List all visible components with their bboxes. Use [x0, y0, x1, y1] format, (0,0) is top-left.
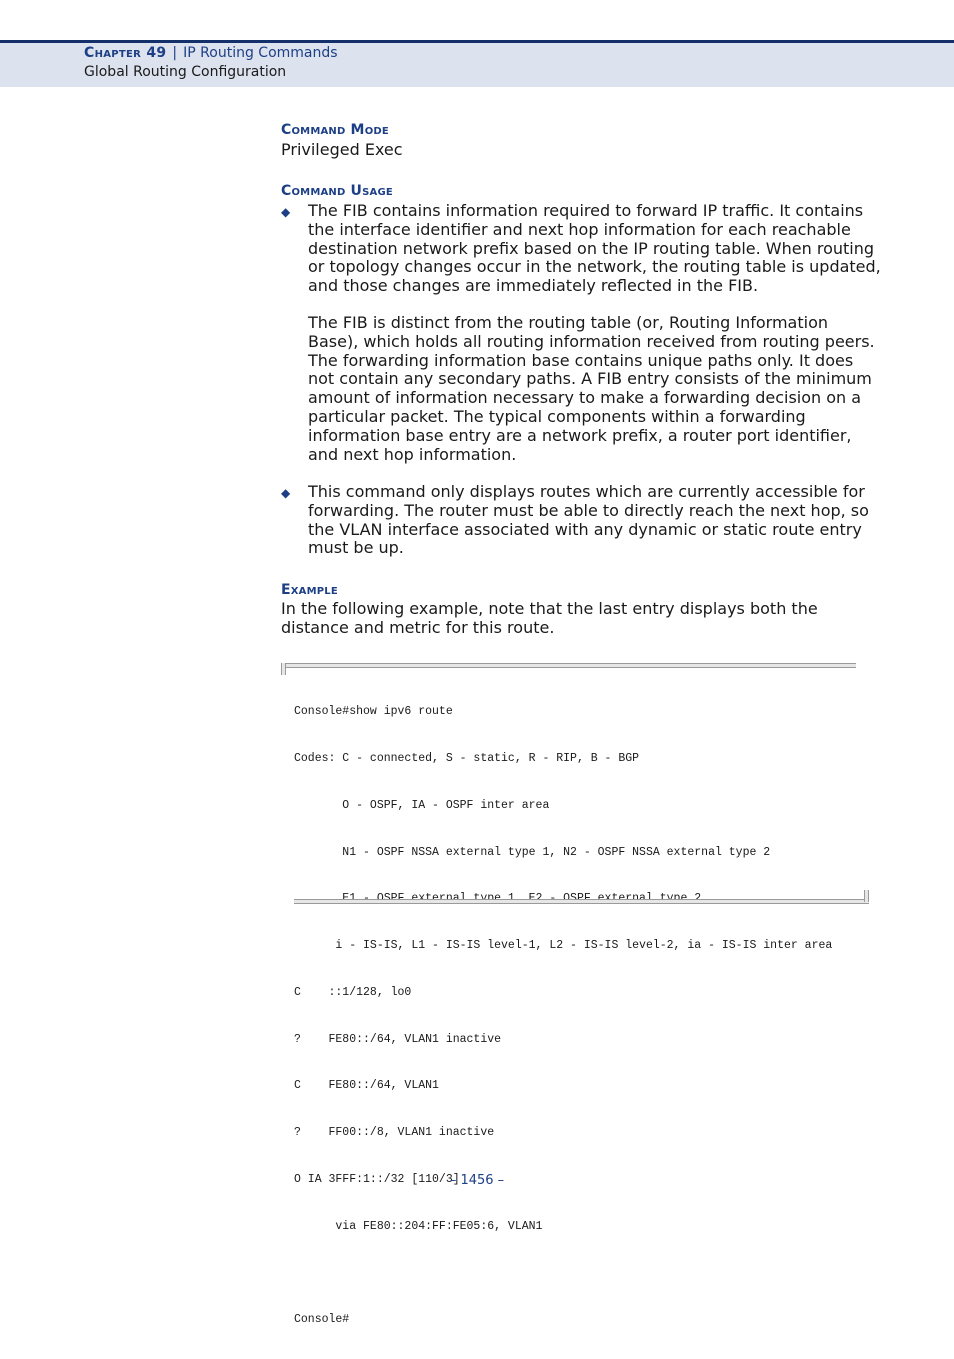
code-line: C FE80::/64, VLAN1	[294, 1079, 439, 1093]
header-separator: |	[172, 45, 178, 61]
code-listing	[294, 673, 832, 1359]
diamond-bullet-icon: ◆	[281, 486, 291, 500]
example-text: In the following example, note that the last entry displays both the distance and metric for this route.	[281, 599, 818, 637]
code-box-left-corner	[281, 663, 286, 675]
code-line: N1 - OSPF NSSA external type 1, N2 - OSPF NSSA external type 2	[294, 845, 771, 859]
usage-bullet-1-paragraph-2: The FIB is distinct from the routing table (or, Routing Information Base), which holds all routing information received from routing peers. The forwarding information base contains unique paths only. It does not contain any secondary paths. A FIB entry consists of the minimum amount of information necessary to make a forwarding decision on a particular packet. The typical components within a forwarding information base entry are a network prefix, a router port identifier, and next hop information.	[308, 313, 875, 464]
code-line: ? FE80::/64, VLAN1 inactive	[294, 1032, 502, 1046]
chapter-title: IP Routing Commands	[183, 45, 338, 61]
section-subtitle: Global Routing Configuration	[84, 64, 287, 80]
code-line: C ::1/128, lo0	[294, 985, 412, 999]
code-line	[294, 1266, 832, 1282]
chapter-line	[84, 45, 338, 61]
code-box-bottom-rule	[294, 899, 869, 904]
usage-bullet-1-paragraph-1: The FIB contains information required to forward IP traffic. It contains the interface identifier and next hop information for each reachable destination network prefix based on the IP routing table. When routing or topology changes occur in the network, the routing table is updated, and those changes are immediately reflected in the FIB.	[308, 201, 881, 296]
code-line: i - IS-IS, L1 - IS-IS level-1, L2 - IS-IS level-2, ia - IS-IS inter area	[294, 939, 833, 953]
code-line: Codes: C - connected, S - static, R - RIP, B - BGP	[294, 751, 640, 765]
code-line: ? FF00::/8, VLAN1 inactive	[294, 1126, 495, 1140]
code-line: via FE80::204:FF:FE05:6, VLAN1	[294, 1219, 543, 1233]
command-usage-heading: Command Usage	[281, 183, 393, 199]
command-mode-text: Privileged Exec	[281, 140, 403, 159]
command-mode-heading: Command Mode	[281, 122, 389, 138]
example-heading: Example	[281, 582, 338, 598]
code-line: Console#show ipv6 route	[294, 705, 453, 719]
code-line: O - OSPF, IA - OSPF inter area	[294, 798, 550, 812]
code-line: O IA 3FFF:1::/32 [110/3]	[294, 1173, 460, 1186]
code-line: Console#	[294, 1313, 350, 1327]
diamond-bullet-icon: ◆	[281, 205, 291, 219]
usage-bullet-2: This command only displays routes which are currently accessible for forwarding. The router must be able to directly reach the next hop, so the VLAN interface associated with any dynamic or static route entry must be up.	[308, 482, 869, 558]
chapter-label: Chapter 49	[84, 45, 167, 61]
code-box-right-corner	[864, 890, 869, 902]
page-number: – 1456 –	[449, 1173, 505, 1188]
code-box-top-rule	[281, 663, 856, 668]
